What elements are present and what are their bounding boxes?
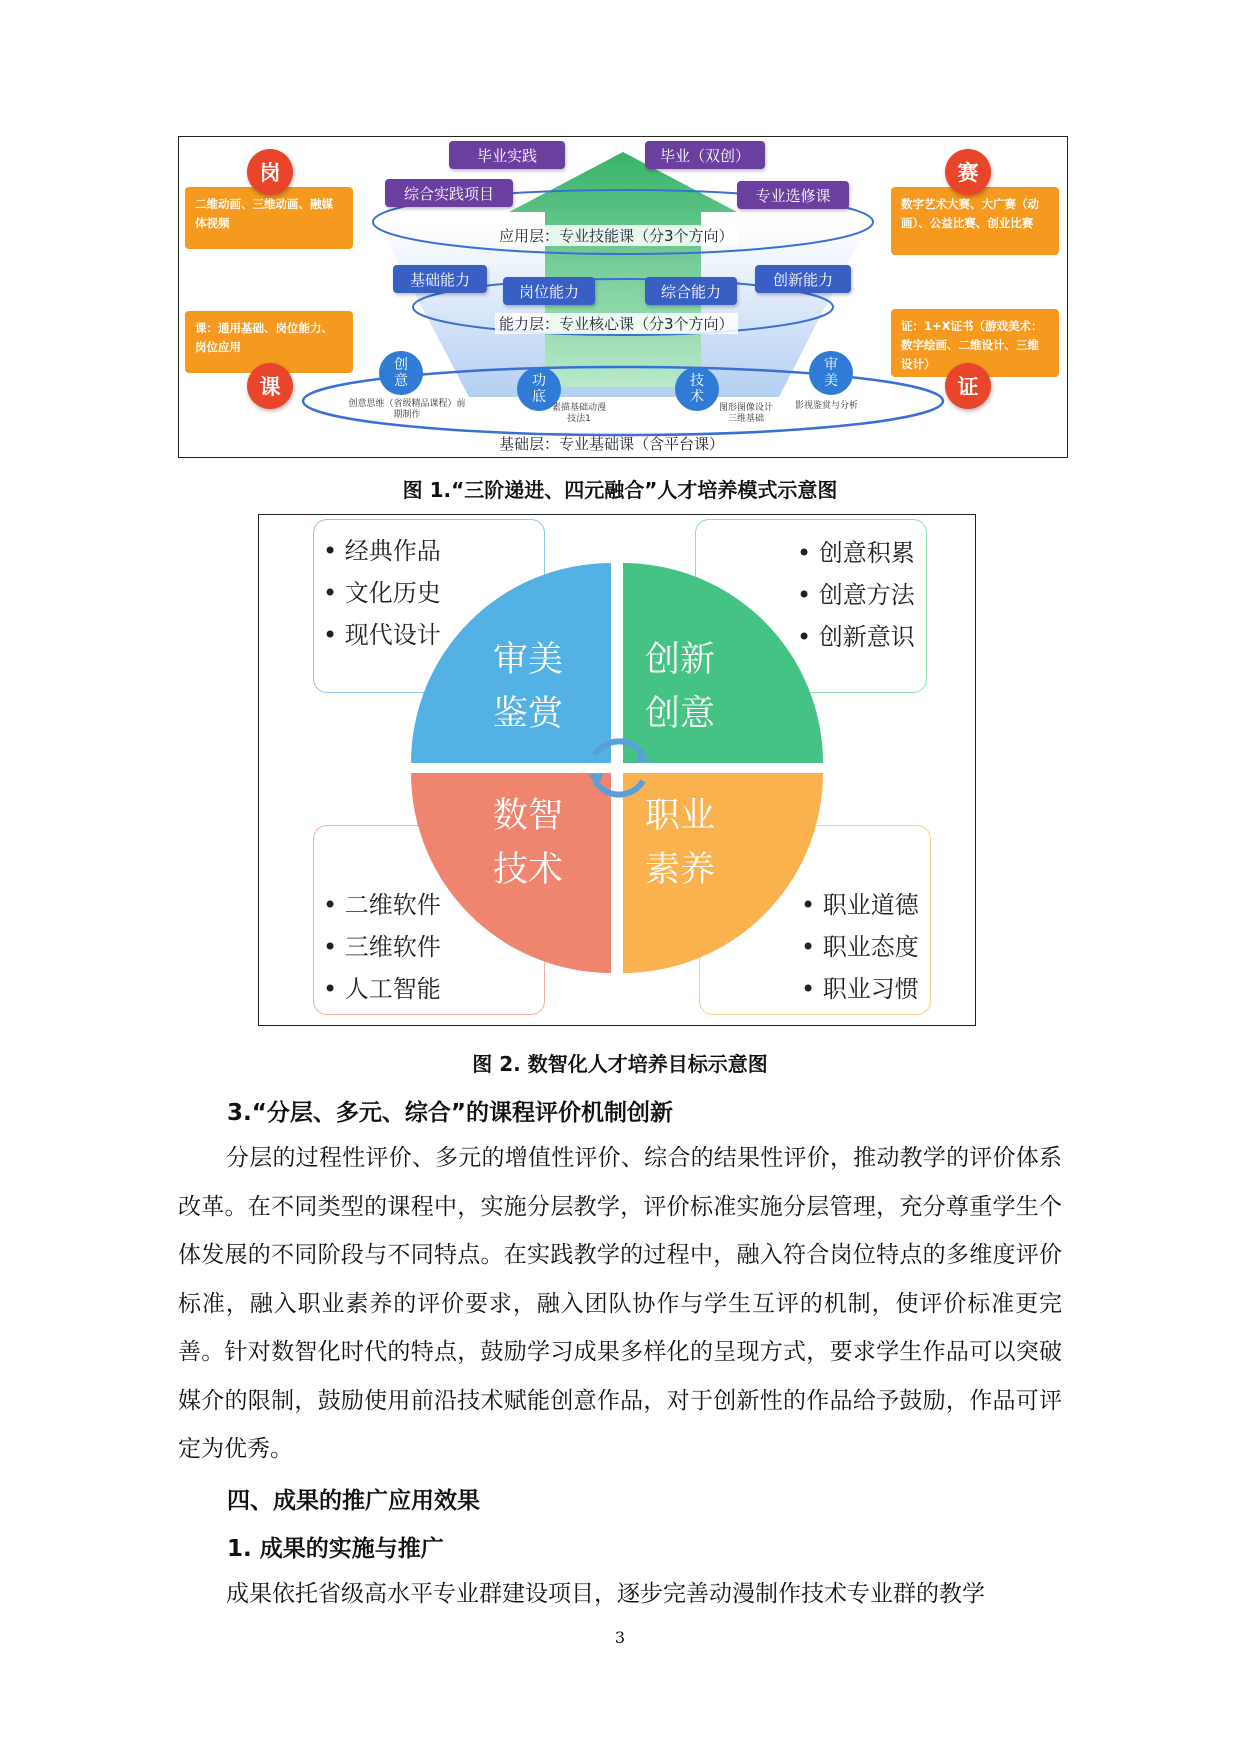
list-item: • 三维软件 [323, 933, 441, 961]
pill-comprehensive-ability: 综合能力 [645, 277, 737, 305]
quadrant-tech-label: 数智 技术 [492, 796, 563, 890]
quadrant-creativity-label: 创新 创意 [644, 640, 715, 734]
figure-1-background [179, 137, 1067, 457]
node-aesthetics-note: 影视鉴赏与分析 [795, 401, 859, 411]
circle-competition: 赛 [945, 149, 991, 195]
figure-1-caption: 图 1.“三阶递进、四元融合”人才培养模式示意图 [402, 478, 838, 502]
list-item: • 创意积累 [797, 539, 915, 567]
list-item: • 人工智能 [323, 975, 441, 1003]
figure-2-caption: 图 2. 数智化人才培养目标示意图 [472, 1052, 768, 1076]
figure-2-goals [258, 514, 976, 1026]
figure-1-talent-model [178, 136, 1068, 458]
list-item: • 职业道德 [801, 891, 919, 919]
list-item: • 创新意识 [797, 623, 915, 651]
node-creativity-note: 创意思维（省级精品课程）前期制作 [348, 399, 466, 420]
circle-certificate: 证 [945, 363, 991, 409]
node-foundation-note: 素描基础动漫技法1 [551, 403, 606, 424]
quadrant-professional-label: 职业 素养 [644, 796, 715, 890]
pill-elective-courses: 专业选修课 [737, 181, 849, 209]
list-item: • 职业态度 [801, 933, 919, 961]
list-item: • 职业习惯 [801, 975, 919, 1003]
box-course: 课：通用基础、岗位能力、岗位应用 [185, 311, 353, 373]
circle-post: 岗 [247, 149, 293, 195]
pill-comprehensive-project: 综合实践项目 [385, 179, 513, 207]
node-creativity: 创意 [379, 351, 423, 395]
list-item: • 创意方法 [797, 581, 915, 609]
section-heading-4-1: 1. 成果的实施与推广 [227, 1536, 444, 1562]
box-certificate: 证：1+X证书（游戏美术：数字绘画、二维设计、三维设计） [891, 309, 1059, 377]
list-item: • 二维软件 [323, 891, 441, 919]
layer-ability: 能力层：专业核心课（分3个方向） [495, 313, 738, 334]
node-aesthetics: 审美 [809, 351, 853, 395]
quadrant-aesthetics-label: 审美 鉴赏 [492, 640, 563, 734]
layer-base: 基础层：专业基础课（含平台课） [499, 435, 725, 453]
layer-application: 应用层：专业技能课（分3个方向） [495, 225, 738, 246]
pill-post-ability: 岗位能力 [503, 277, 595, 305]
node-foundation: 功底 [517, 367, 561, 411]
box-post: 二维动画、三维动画、融媒体视频 [185, 187, 353, 249]
box-competition: 数字艺术大赛、大广赛（动画）、公益比赛、创业比赛 [891, 187, 1059, 255]
section-heading-3: 3.“分层、多元、综合”的课程评价机制创新 [227, 1100, 673, 1126]
node-technology: 技术 [675, 367, 719, 411]
pill-graduation-practice: 毕业实践 [449, 141, 565, 169]
paragraph-evaluation: 分层的过程性评价、多元的增值性评价、综合的结果性评价，推动教学的评价体系改革。在不同类型的课程中，实施分层教学，评价标准实施分层管理，充分尊重学生个体发展的不同阶段与不同特点。在实践教学的过程中，融入符合岗位特点的多维度评价标准，融入职业素养的评价要求，融入团队协作与学生互评的机制，使评价标准更完善。针对数智化时代的特点，鼓励学习成果多样化的呈现方式，要求学生作品可以突破媒介的限制，鼓励使用前沿技术赋能创意作品，对于创新性的作品给予鼓励，作品可评定为优秀。 [178, 1145, 1062, 1462]
list-item: • 文化历史 [323, 579, 441, 607]
list-item: • 现代设计 [323, 621, 441, 649]
node-technology-note: 图形图像设计三维基础 [718, 403, 773, 424]
pill-innovation-ability: 创新能力 [755, 265, 851, 293]
pill-basic-ability: 基础能力 [393, 265, 487, 293]
circle-course: 课 [247, 363, 293, 409]
page-number: 3 [614, 1628, 626, 1647]
list-item: • 经典作品 [323, 537, 441, 565]
section-heading-4: 四、成果的推广应用效果 [227, 1488, 480, 1514]
paragraph-implementation: 成果依托省级高水平专业群建设项目，逐步完善动漫制作技术专业群的教学 [226, 1581, 985, 1607]
pill-graduation-innovation: 毕业（双创） [645, 141, 765, 169]
